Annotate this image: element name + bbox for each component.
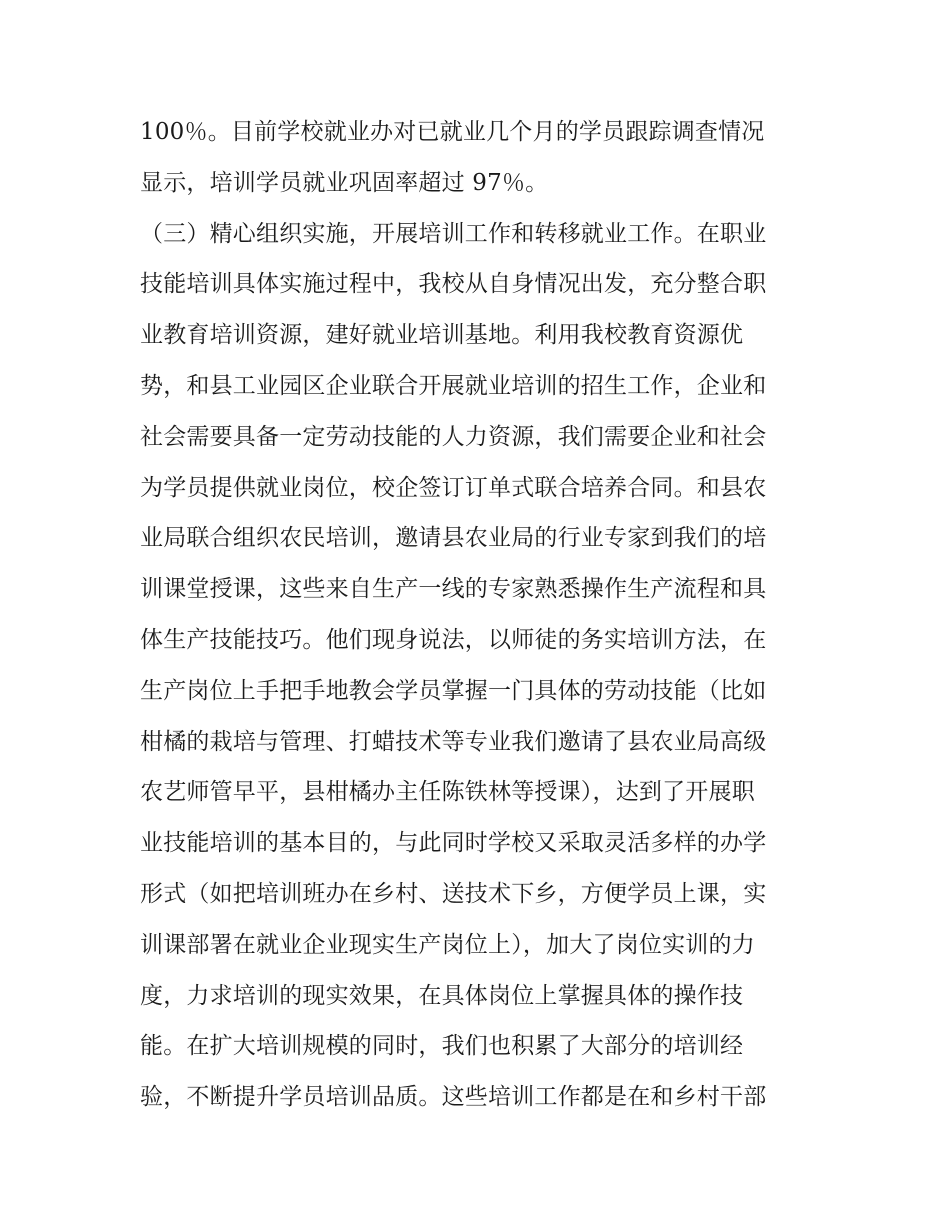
text-line: 训课堂授课，这些来自生产一线的专家熟悉操作生产流程和具	[140, 576, 767, 603]
text-line: 社会需要具备一定劳动技能的人力资源，我们需要企业和社会	[140, 423, 767, 450]
text-line: （三）精心组织实施，开展培训工作和转移就业工作。在职业	[140, 220, 767, 247]
text-line: 业局联合组织农民培训，邀请县农业局的行业专家到我们的培	[140, 525, 767, 552]
text-line: 技能培训具体实施过程中，我校从自身情况出发，充分整合职	[140, 271, 767, 298]
text-line: 势，和县工业园区企业联合开展就业培训的招生工作，企业和	[140, 372, 767, 399]
text-line: 形式（如把培训班办在乡村、送技术下乡，方便学员上课，实	[140, 880, 767, 907]
text-line: 能。在扩大培训规模的同时，我们也积累了大部分的培训经	[140, 1033, 744, 1060]
text-line: 体生产技能技巧。他们现身说法，以师徒的务实培训方法，在	[140, 626, 767, 653]
text-line: 生产岗位上手把手地教会学员掌握一门具体的劳动技能（比如	[140, 677, 767, 704]
text-line: 业技能培训的基本目的，与此同时学校又采取灵活多样的办学	[140, 830, 767, 857]
text-line: 度，力求培训的现实效果，在具体岗位上掌握具体的操作技	[140, 982, 744, 1009]
text-line: 显示，培训学员就业巩固率超过 97％。	[140, 169, 549, 196]
text-line: 柑橘的栽培与管理、打蜡技术等专业我们邀请了县农业局高级	[140, 728, 767, 755]
text-line: 业教育培训资源，建好就业培训基地。利用我校教育资源优	[140, 322, 744, 349]
text-line: 训课部署在就业企业现实生产岗位上），加大了岗位实训的力	[140, 931, 755, 958]
text-line: 100％。目前学校就业办对已就业几个月的学员跟踪调查情况	[140, 119, 765, 145]
body-text	[140, 107, 820, 1123]
text-line: 为学员提供就业岗位，校企签订订单式联合培养合同。和县农	[140, 474, 767, 501]
text-line: 验，不断提升学员培训品质。这些培训工作都是在和乡村干部	[140, 1084, 767, 1111]
text-line: 农艺师管早平，县柑橘办主任陈铁林等授课），达到了开展职	[140, 779, 755, 806]
